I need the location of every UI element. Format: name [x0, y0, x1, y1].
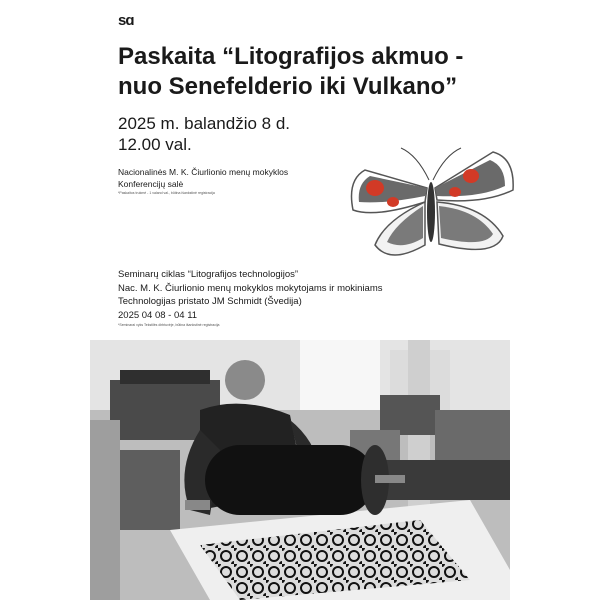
seminar-dates: 2025 04 08 - 04 11	[118, 309, 198, 321]
venue-line-2: Konferencijų salė	[118, 179, 184, 189]
logo: sɑ	[118, 12, 134, 29]
event-date	[118, 113, 290, 155]
butterfly-illustration	[345, 140, 515, 270]
seminar-line-3: Technologijas pristato JM Schmidt (Švedija)	[118, 296, 302, 307]
title-line-2: nuo Senefelderio iki Vulkano”	[118, 73, 458, 100]
venue-block	[118, 166, 288, 196]
seminar-note: *Seminarai vyks Tekstilės dirbtuvėje, būtina išankstinė registracija	[118, 323, 220, 327]
date-line: 2025 m. balandžio 8 d.	[118, 114, 291, 133]
venue-line-1: Nacionalinės M. K. Čiurlionio menų mokyklos	[118, 167, 289, 177]
seminar-line-1: Seminarų ciklas “Litografijos technologijos”	[118, 269, 299, 280]
venue-note: *Paskaitos trukmė - 1 valand val., būtina išankstinė registracija	[118, 191, 215, 195]
time-line: 12.00 val.	[118, 135, 192, 154]
title-line-1: Paskaita “Litografijos akmuo -	[118, 43, 464, 70]
workshop-photo	[90, 340, 510, 600]
page-title	[118, 42, 538, 102]
seminar-line-2: Nac. M. K. Čiurlionio menų mokyklos mokytojams ir mokiniams	[118, 282, 383, 294]
seminar-block	[118, 268, 382, 328]
